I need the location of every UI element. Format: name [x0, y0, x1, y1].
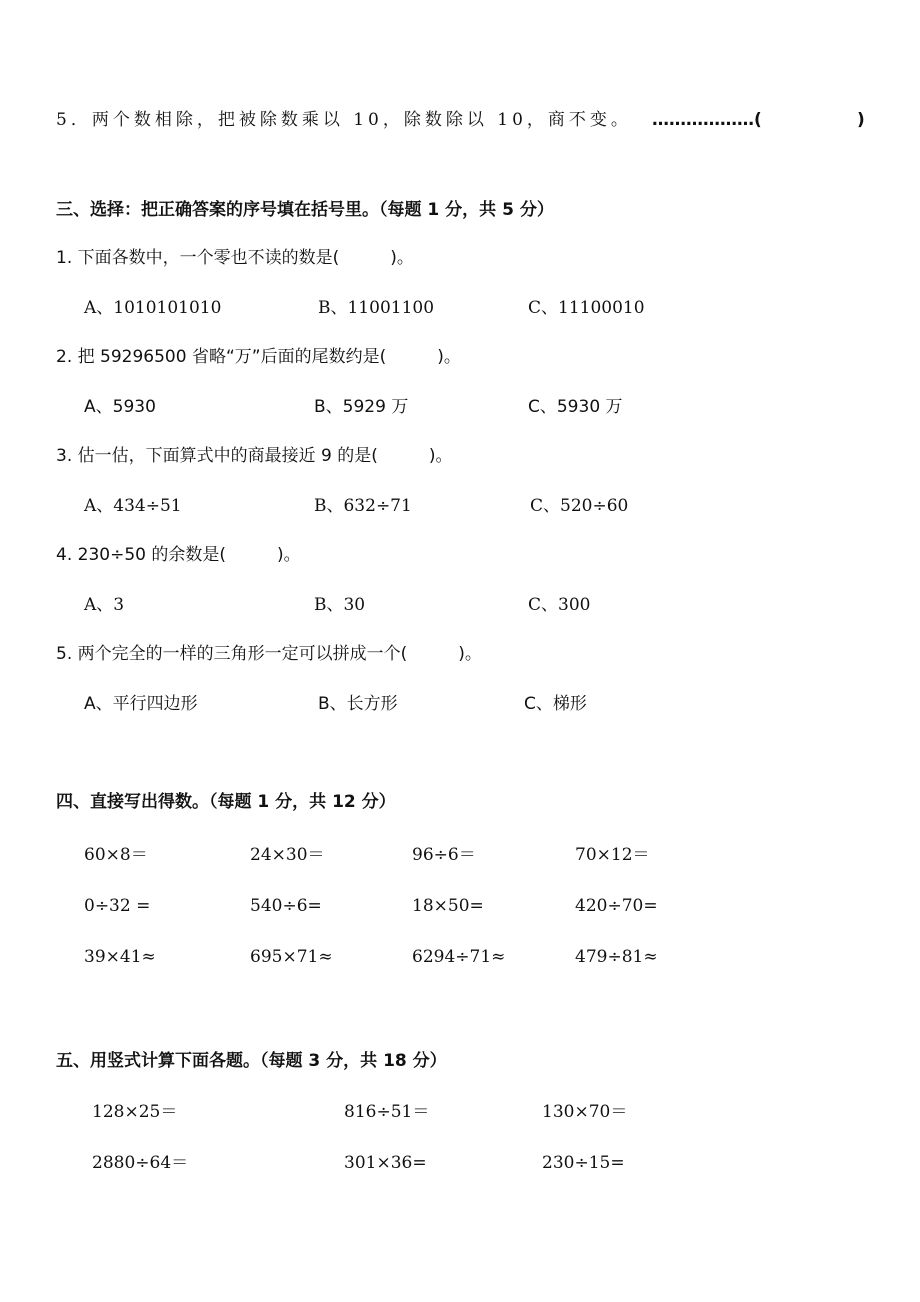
judgement-item-5: 5．两个数相除，把被除数乘以 10，除数除以 10，商不变。 [56, 110, 632, 130]
calc-item: 479÷81≈ [575, 947, 658, 967]
option-b: B、长方形 [318, 694, 398, 714]
vertical-calc-item: 128×25＝ [92, 1102, 178, 1122]
option-b: B、5929 万 [314, 397, 409, 417]
vertical-calc-item: 230÷15= [542, 1153, 625, 1173]
option-a: A、3 [84, 595, 125, 615]
section-4-heading: 四、直接写出得数。（每题 1 分，共 12 分） [56, 792, 396, 812]
calc-item: 24×30＝ [250, 845, 325, 865]
vertical-calc-item: 816÷51＝ [344, 1102, 430, 1122]
option-c: C、520÷60 [530, 496, 629, 516]
option-b: B、632÷71 [314, 496, 412, 516]
option-c: C、11100010 [528, 298, 645, 318]
option-b: B、11001100 [318, 298, 435, 318]
question-stem: 5. 两个完全的一样的三角形一定可以拼成一个( )。 [56, 644, 482, 664]
option-c: C、300 [528, 595, 591, 615]
section-5-heading: 五、用竖式计算下面各题。（每题 3 分，共 18 分） [56, 1051, 447, 1071]
question-stem: 3. 估一估，下面算式中的商最接近 9 的是( )。 [56, 446, 453, 466]
calc-item: 18×50= [412, 896, 484, 916]
question-stem: 2. 把 59296500 省略“万”后面的尾数约是( )。 [56, 347, 461, 367]
option-a: A、5930 [84, 397, 156, 417]
calc-item: 96÷6＝ [412, 845, 476, 865]
vertical-calc-item: 2880÷64＝ [92, 1153, 189, 1173]
section-3-heading: 三、选择：把正确答案的序号填在括号里。（每题 1 分，共 5 分） [56, 200, 554, 220]
calc-item: 70×12＝ [575, 845, 650, 865]
option-c: C、梯形 [524, 694, 587, 714]
option-a: A、434÷51 [84, 496, 182, 516]
option-a: A、平行四边形 [84, 694, 198, 714]
option-c: C、5930 万 [528, 397, 623, 417]
calc-item: 695×71≈ [250, 947, 333, 967]
vertical-calc-item: 130×70＝ [542, 1102, 628, 1122]
calc-item: 0÷32 = [84, 896, 151, 916]
calc-item: 60×8＝ [84, 845, 148, 865]
vertical-calc-item: 301×36= [344, 1153, 427, 1173]
calc-item: 540÷6= [250, 896, 322, 916]
option-a: A、1010101010 [84, 298, 222, 318]
calc-item: 6294÷71≈ [412, 947, 506, 967]
option-b: B、30 [314, 595, 366, 615]
answer-dots: ………………( [652, 110, 762, 130]
question-stem: 4. 230÷50 的余数是( )。 [56, 545, 301, 565]
calc-item: 39×41≈ [84, 947, 156, 967]
calc-item: 420÷70= [575, 896, 658, 916]
answer-bracket-close: ) [857, 110, 865, 130]
question-stem: 1. 下面各数中，一个零也不读的数是( )。 [56, 248, 414, 268]
